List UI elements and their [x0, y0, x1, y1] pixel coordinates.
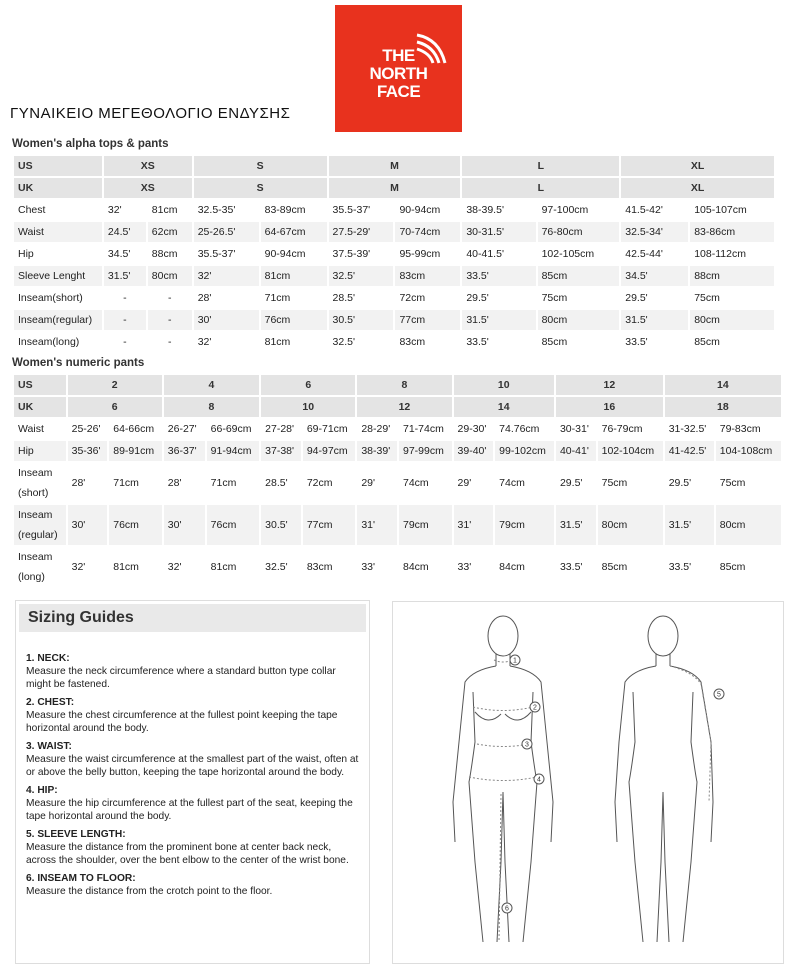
- cell: 72cm: [399, 292, 426, 304]
- cell: 35.5-37': [197, 248, 236, 260]
- guide-item-title: 2. CHEST:: [26, 697, 75, 708]
- cell: 105-107cm: [694, 204, 747, 216]
- cell: 29': [457, 477, 472, 489]
- waist-tape: [477, 741, 529, 749]
- cell: 84cm: [499, 561, 525, 573]
- cell: 77cm: [395, 310, 460, 330]
- row-label: Hip: [18, 248, 34, 260]
- cell: 72cm: [306, 477, 333, 489]
- cell: 35-36': [68, 441, 108, 461]
- size-header: M: [329, 156, 461, 176]
- cell: 36-37': [164, 441, 205, 461]
- table-row: [14, 463, 781, 503]
- cell: 62cm: [148, 222, 192, 242]
- guide-item-text: Measure the distance from the crotch point to the floor.: [26, 886, 273, 897]
- front-head: [488, 616, 518, 656]
- cell: 71cm: [113, 477, 139, 489]
- us-size-row: [14, 156, 774, 176]
- cell: 97-99cm: [399, 441, 452, 461]
- us-size-row: [14, 375, 781, 395]
- cell: 31-32.5': [668, 423, 707, 435]
- cell: 31.5': [621, 310, 688, 330]
- cell: 74cm: [402, 477, 429, 489]
- cell: 85cm: [694, 336, 720, 348]
- front-chest-line: [475, 712, 531, 720]
- cell: 41.5-42': [625, 204, 663, 216]
- us-label: US: [14, 156, 102, 176]
- page-title: ΓΥΝΑΙΚΕΙΟ ΜΕΓΕΘΟΛΟΓΙΟ ΕΝΔΥΣΗΣ: [10, 105, 291, 122]
- cell: 81cm: [113, 561, 139, 573]
- cell: 31.5': [462, 310, 535, 330]
- cell: 75cm: [601, 477, 628, 489]
- size-header: 8: [357, 375, 451, 395]
- uk-label: UK: [14, 178, 102, 198]
- cell: 31.5': [665, 505, 714, 545]
- cell: 76cm: [261, 310, 327, 330]
- cell: 29.5': [625, 292, 648, 304]
- cell: -: [167, 292, 172, 304]
- cell: 76cm: [207, 505, 260, 545]
- cell: 69-71cm: [306, 423, 348, 435]
- size-header: 12: [357, 397, 451, 417]
- cell: 28': [167, 477, 182, 489]
- cell: 28': [197, 292, 212, 304]
- cell: 24.5': [104, 222, 146, 242]
- size-header: L: [462, 178, 619, 198]
- cell: 83cm: [399, 336, 426, 348]
- cell: 80cm: [538, 310, 620, 330]
- table-row: [14, 547, 781, 587]
- cell: 40-41': [556, 441, 596, 461]
- cell: 32': [197, 336, 212, 348]
- cell: 74.76cm: [499, 423, 540, 435]
- cell: 25-26.5': [194, 222, 259, 242]
- marker-label: 4: [537, 776, 541, 784]
- guide-item: [26, 652, 361, 691]
- cell: 75cm: [719, 477, 746, 489]
- row-label-line: Inseam: [18, 467, 53, 479]
- size-header: 14: [665, 375, 781, 395]
- cell: 28-29': [361, 423, 391, 435]
- cell: 42.5-44': [625, 248, 663, 260]
- cell: 30': [194, 310, 259, 330]
- size-header: XS: [104, 178, 192, 198]
- cell: 79cm: [399, 505, 452, 545]
- cell: -: [123, 336, 127, 348]
- row-label: [14, 463, 66, 503]
- table-row: [14, 419, 781, 439]
- cell: -: [104, 310, 146, 330]
- cell: 79-83cm: [719, 423, 761, 435]
- size-header: 10: [454, 375, 554, 395]
- cell: 30': [68, 505, 108, 545]
- numeric-size-table: [12, 373, 783, 589]
- alpha-size-table: [12, 154, 776, 354]
- row-label: Inseam(regular): [14, 310, 102, 330]
- cell: 81cm: [261, 266, 327, 286]
- cell: 85cm: [538, 266, 620, 286]
- guide-item: [26, 872, 361, 898]
- row-label: [14, 505, 66, 545]
- cell: 74cm: [499, 477, 525, 489]
- cell: 26-27': [167, 423, 197, 435]
- uk-size-row: [14, 178, 774, 198]
- sizing-guides-panel: [15, 600, 370, 964]
- row-label: Hip: [14, 441, 66, 461]
- guide-item-title: 1. NECK:: [26, 653, 70, 664]
- guide-item: [26, 740, 361, 779]
- size-header: 6: [68, 397, 162, 417]
- cell: 80cm: [690, 310, 774, 330]
- cell: 90-94cm: [264, 248, 306, 260]
- cell: 28.5': [332, 292, 355, 304]
- cell: 76cm: [109, 505, 162, 545]
- guide-item-text: Measure the neck circumference where a standard button type collar might be fastened.: [26, 666, 336, 690]
- size-header: 18: [665, 397, 781, 417]
- cell: 32.5': [265, 561, 288, 573]
- cell: 64-66cm: [113, 423, 155, 435]
- cell: 32': [167, 561, 182, 573]
- size-header: L: [462, 156, 619, 176]
- guide-item-text: Measure the distance from the prominent bone at center back neck, across the shoulder, over the bent elbow to the center of the wrist bone.: [26, 842, 349, 866]
- row-label: Chest: [18, 204, 46, 216]
- row-label: Sleeve Lenght: [14, 266, 102, 286]
- cell: 102-104cm: [598, 441, 663, 461]
- size-header: S: [194, 156, 327, 176]
- row-label-line: (regular): [18, 529, 58, 541]
- table-row: [14, 288, 774, 308]
- size-header: 8: [164, 397, 259, 417]
- cell: 104-108cm: [716, 441, 781, 461]
- cell: 30-31': [559, 423, 589, 435]
- row-label: Waist: [18, 423, 44, 435]
- brand-logo: [335, 5, 462, 132]
- alpha-heading: Women's alpha tops & pants: [12, 138, 169, 150]
- cell: 29.5': [466, 292, 489, 304]
- logo-line-1: THE: [382, 46, 415, 65]
- size-header: S: [194, 178, 327, 198]
- guide-item-title: 5. SLEEVE LENGTH:: [26, 829, 126, 840]
- guide-item: [26, 784, 361, 823]
- row-label: Inseam(short): [18, 292, 83, 304]
- cell: 41-42.5': [665, 441, 714, 461]
- guide-item-title: 4. HIP:: [26, 785, 58, 796]
- cell: 38-39': [357, 441, 397, 461]
- marker-label: 3: [525, 741, 529, 749]
- guide-item: [26, 696, 361, 735]
- back-inner-legs: [657, 792, 669, 942]
- marker-label: 1: [513, 657, 517, 665]
- cell: 80cm: [148, 266, 192, 286]
- cell: 75cm: [694, 292, 720, 304]
- cell: 29-30': [457, 423, 487, 435]
- cell: 84cm: [402, 561, 429, 573]
- cell: 71cm: [264, 292, 291, 304]
- row-label: Waist: [14, 222, 102, 242]
- size-header: XL: [621, 178, 774, 198]
- cell: 30-31.5': [462, 222, 535, 242]
- cell: 30': [164, 505, 205, 545]
- guide-item-title: 3. WAIST:: [26, 741, 72, 752]
- cell: 32': [71, 561, 86, 573]
- cell: 83cm: [306, 561, 333, 573]
- cell: 81cm: [264, 336, 291, 348]
- cell: 31.5': [104, 266, 146, 286]
- cell: 89-91cm: [109, 441, 162, 461]
- table-row: [14, 310, 774, 330]
- body-diagram: [393, 602, 783, 963]
- size-header: 14: [454, 397, 554, 417]
- cell: 97-100cm: [541, 204, 589, 216]
- marker-label: 2: [533, 704, 537, 712]
- cell: 91-94cm: [207, 441, 260, 461]
- cell: 35.5-37': [332, 204, 371, 216]
- cell: 66-69cm: [210, 423, 252, 435]
- cell: 77cm: [303, 505, 356, 545]
- guide-item-text: Measure the waist circumference at the smallest part of the waist, often at or above the belly button, keeping the tape horizontal around the body.: [26, 754, 359, 778]
- table-row: [14, 505, 781, 545]
- table-row: [14, 200, 774, 220]
- sleeve-tape: [670, 666, 711, 802]
- logo-line-2: NORTH: [369, 64, 428, 83]
- size-header: XS: [104, 156, 192, 176]
- cell: 94-97cm: [303, 441, 356, 461]
- cell: 27-28': [265, 423, 295, 435]
- cell: 81cm: [210, 561, 237, 573]
- cell: 95-99cm: [399, 248, 441, 260]
- cell: 32.5-35': [197, 204, 236, 216]
- cell: 32.5-34': [621, 222, 688, 242]
- cell: 37-38': [261, 441, 301, 461]
- cell: 102-105cm: [541, 248, 595, 260]
- cell: 33.5': [625, 336, 648, 348]
- cell: 83-86cm: [690, 222, 774, 242]
- cell: 27.5-29': [329, 222, 394, 242]
- cell: 29.5': [559, 477, 583, 489]
- table-row: [14, 266, 774, 286]
- row-label-line: (short): [18, 487, 49, 499]
- cell: 34.5': [107, 248, 131, 260]
- size-header: 10: [261, 397, 355, 417]
- front-inner-legs: [497, 792, 509, 942]
- back-torso-legs: [629, 692, 697, 942]
- cell: 33.5': [466, 336, 489, 348]
- guide-list: [26, 652, 361, 903]
- neck-tape: [494, 660, 512, 662]
- cell: 88cm: [151, 248, 178, 260]
- cell: 31': [454, 505, 494, 545]
- size-header: 16: [556, 397, 663, 417]
- size-header: XL: [621, 156, 774, 176]
- table-row: [14, 441, 781, 461]
- cell: 38-39.5': [466, 204, 504, 216]
- cell: 31.5': [556, 505, 596, 545]
- cell: -: [167, 336, 172, 348]
- cell: 76-80cm: [538, 222, 620, 242]
- cell: 33.5': [462, 266, 535, 286]
- cell: 34.5': [621, 266, 688, 286]
- chest-tape: [473, 707, 533, 711]
- cell: 32.5': [329, 266, 394, 286]
- cell: 90-94cm: [399, 204, 441, 216]
- cell: 81cm: [151, 204, 178, 216]
- back-head: [648, 616, 678, 656]
- marker-label: 6: [505, 905, 509, 913]
- cell: 80cm: [716, 505, 781, 545]
- us-label: US: [14, 375, 66, 395]
- cell: 25-26': [71, 423, 101, 435]
- cell: 88cm: [690, 266, 774, 286]
- cell: 79cm: [495, 505, 554, 545]
- cell: 85cm: [719, 561, 746, 573]
- cell: 28': [71, 477, 86, 489]
- row-label-line: Inseam: [18, 551, 53, 563]
- cell: 71cm: [210, 477, 237, 489]
- cell: 85cm: [601, 561, 628, 573]
- guide-item-text: Measure the hip circumference at the fullest part of the seat, keeping the tape horizontal around the body.: [26, 798, 353, 822]
- row-label: [14, 547, 66, 587]
- cell: 32': [107, 204, 122, 216]
- hip-tape: [469, 777, 537, 781]
- cell: 80cm: [598, 505, 663, 545]
- size-header: 12: [556, 375, 663, 395]
- cell: 29': [361, 477, 376, 489]
- row-label: Inseam(long): [18, 336, 80, 348]
- cell: 31': [357, 505, 397, 545]
- cell: 37.5-39': [332, 248, 371, 260]
- cell: -: [148, 310, 192, 330]
- guide-item-title: 6. INSEAM TO FLOOR:: [26, 873, 136, 884]
- cell: 32.5': [332, 336, 355, 348]
- cell: 40-41.5': [466, 248, 504, 260]
- size-header: M: [329, 178, 461, 198]
- cell: 30.5': [329, 310, 394, 330]
- size-header: 4: [164, 375, 259, 395]
- cell: 28.5': [265, 477, 288, 489]
- size-header: 6: [261, 375, 355, 395]
- sizing-guides-heading: Sizing Guides: [19, 604, 366, 632]
- marker-label: 5: [717, 691, 721, 699]
- cell: 33': [361, 561, 376, 573]
- uk-size-row: [14, 397, 781, 417]
- numeric-heading: Women's numeric pants: [12, 357, 145, 369]
- cell: 99-102cm: [495, 441, 554, 461]
- logo-line-3: FACE: [376, 82, 421, 101]
- row-label-line: Inseam: [18, 509, 53, 521]
- guide-item: [26, 828, 361, 867]
- cell: 64-67cm: [261, 222, 327, 242]
- size-header: 2: [68, 375, 162, 395]
- cell: 83-89cm: [264, 204, 306, 216]
- cell: 70-74cm: [395, 222, 460, 242]
- cell: 32': [194, 266, 259, 286]
- table-row: [14, 222, 774, 242]
- cell: 39-40': [454, 441, 494, 461]
- uk-label: UK: [14, 397, 66, 417]
- measurement-figure: [392, 601, 784, 964]
- cell: -: [123, 292, 127, 304]
- cell: 30.5': [261, 505, 301, 545]
- cell: 75cm: [541, 292, 568, 304]
- cell: 108-112cm: [694, 248, 746, 260]
- cell: 76-79cm: [601, 423, 643, 435]
- table-row: [14, 332, 774, 352]
- cell: 83cm: [395, 266, 460, 286]
- table-row: [14, 244, 774, 264]
- front-arms-outer: [453, 666, 553, 842]
- cell: 85cm: [541, 336, 568, 348]
- guide-item-text: Measure the chest circumference at the fullest point keeping the tape horizontal around the body.: [26, 710, 338, 734]
- cell: 71-74cm: [402, 423, 444, 435]
- cell: 29.5': [668, 477, 692, 489]
- row-label-line: (long): [18, 571, 45, 583]
- cell: 33.5': [559, 561, 583, 573]
- cell: 33': [457, 561, 472, 573]
- cell: 33.5': [668, 561, 692, 573]
